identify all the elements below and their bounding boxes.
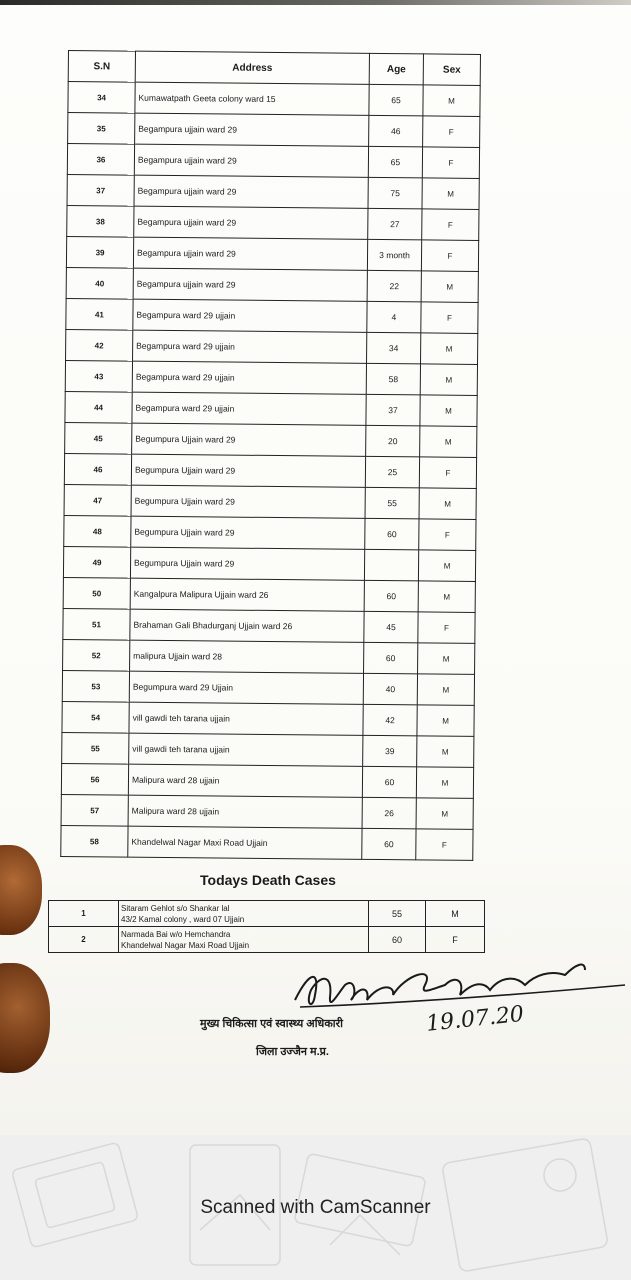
row-sn: 36: [67, 144, 134, 176]
table-row: [65, 391, 477, 426]
row-address: Begampura ward 29 ujjain: [132, 361, 366, 394]
table-row: [64, 453, 476, 488]
row-address: Kangalpura Malipura Ujjain ward 26: [130, 578, 364, 611]
table-row: [62, 732, 474, 767]
row-sn: 42: [66, 329, 133, 361]
row-sn: 34: [68, 82, 135, 114]
table-row: [61, 794, 473, 829]
row-sex: F: [419, 457, 476, 489]
row-age: 34: [367, 332, 421, 364]
row-address: Begumpura Ujjain ward 29: [131, 454, 365, 487]
row-address: Begampura ujjain ward 29: [134, 206, 368, 239]
row-sn: 41: [66, 298, 133, 330]
table-row: [63, 608, 475, 643]
row-age: 75: [368, 177, 422, 209]
row-sn: 56: [61, 763, 128, 795]
row-address: Begumpura Ujjain ward 29: [130, 547, 364, 580]
row-sn: 46: [64, 453, 131, 485]
death-row-sex: M: [426, 901, 485, 927]
officer-designation: मुख्य चिकित्सा एवं स्वास्थ्य अधिकारी: [200, 1018, 343, 1030]
death-table-body: [49, 901, 485, 953]
row-sn: 35: [68, 113, 135, 145]
table-row: [68, 82, 480, 117]
finger-shadow-upper: [0, 845, 42, 935]
row-age: 60: [364, 642, 418, 674]
row-sn: 49: [63, 546, 130, 578]
row-address: Begampura ujjain ward 29: [135, 113, 369, 146]
death-row-line2: Khandelwal Nagar Maxi Road Ujjain: [121, 940, 250, 950]
row-age: 45: [364, 611, 418, 643]
row-age: 40: [363, 673, 417, 705]
death-cases-table: [48, 900, 485, 953]
header-age: Age: [369, 53, 423, 85]
row-sn: 57: [61, 794, 128, 826]
cases-table: [60, 50, 481, 861]
row-sn: 47: [64, 484, 131, 516]
officer-district: जिला उज्जैन म.प्र.: [256, 1046, 329, 1058]
row-age: 26: [362, 797, 416, 829]
camscanner-footer: [0, 1135, 631, 1280]
row-sex: M: [421, 271, 478, 303]
row-sn: 48: [64, 515, 131, 547]
death-row-sn: 2: [49, 927, 119, 953]
row-sex: M: [422, 178, 479, 210]
row-sex: F: [422, 209, 479, 241]
death-row-sn: 1: [49, 901, 119, 927]
row-sn: 50: [63, 577, 130, 609]
row-sex: F: [421, 240, 478, 272]
row-age: [364, 549, 418, 581]
row-age: 3 month: [367, 239, 421, 271]
row-address: Begampura ward 29 ujjain: [132, 392, 366, 425]
row-age: 25: [365, 456, 419, 488]
row-address: Brahaman Gali Bhadurganj Ujjain ward 26: [130, 609, 364, 642]
row-age: 4: [367, 301, 421, 333]
table-header-row: [68, 51, 480, 86]
row-address: Khandelwal Nagar Maxi Road Ujjain: [128, 826, 362, 859]
table-row: [62, 701, 474, 736]
row-address: Malipura ward 28 ujjain: [128, 795, 362, 828]
handwritten-date: 19.07.20: [425, 1001, 526, 1037]
table-row: [63, 577, 475, 612]
row-sn: 54: [62, 701, 129, 733]
row-age: 37: [366, 394, 420, 426]
row-sex: M: [420, 364, 477, 396]
row-sex: M: [420, 395, 477, 427]
table-row: [63, 546, 475, 581]
death-row-sex: F: [426, 927, 485, 953]
table-row: [63, 639, 475, 674]
table-row: [65, 360, 477, 395]
row-sn: 53: [62, 670, 129, 702]
row-sex: M: [419, 488, 476, 520]
row-sn: 39: [66, 236, 133, 268]
row-sex: F: [419, 519, 476, 551]
table-row: [65, 422, 477, 457]
row-sn: 52: [63, 639, 130, 671]
death-row-age: 60: [369, 927, 426, 953]
row-age: 46: [369, 115, 423, 147]
row-address: Begumpura Ujjain ward 29: [131, 485, 365, 518]
row-sex: M: [417, 674, 474, 706]
row-sex: F: [421, 302, 478, 334]
death-row: [49, 901, 485, 927]
row-sn: 40: [66, 267, 133, 299]
row-address: vill gawdi teh tarana ujjain: [129, 733, 363, 766]
death-row-details: [119, 901, 369, 927]
header-address: Address: [135, 51, 369, 84]
row-age: 55: [365, 487, 419, 519]
row-address: vill gawdi teh tarana ujjain: [129, 702, 363, 735]
row-address: Begumpura Ujjain ward 29: [131, 516, 365, 549]
table-row: [67, 174, 479, 209]
row-address: Begumpura Ujjain ward 29: [132, 423, 366, 456]
finger-shadow-lower: [0, 963, 50, 1073]
row-sex: F: [422, 147, 479, 179]
death-cases-title: Todays Death Cases: [200, 872, 336, 888]
row-sex: M: [418, 643, 475, 675]
row-address: Begumpura ward 29 Ujjain: [129, 671, 363, 704]
table-row: [66, 329, 478, 364]
row-age: 58: [366, 363, 420, 395]
row-address: malipura Ujjain ward 28: [130, 640, 364, 673]
row-address: Begampura ward 29 ujjain: [133, 330, 367, 363]
row-age: 39: [363, 735, 417, 767]
row-age: 27: [368, 208, 422, 240]
row-address: Malipura ward 28 ujjain: [128, 764, 362, 797]
table-row: [68, 113, 480, 148]
row-sex: M: [417, 736, 474, 768]
row-age: 20: [366, 425, 420, 457]
row-sn: 58: [61, 825, 128, 857]
death-row-line1: Sitaram Gehlot s/o Shankar lal: [121, 903, 230, 913]
row-age: 65: [369, 84, 423, 116]
death-row: [49, 927, 485, 953]
table-row: [66, 267, 478, 302]
table-row: [64, 515, 476, 550]
row-sex: M: [416, 798, 473, 830]
row-address: Begampura ujjain ward 29: [133, 268, 367, 301]
table-row: [67, 144, 479, 179]
row-address: Begampura ujjain ward 29: [134, 175, 368, 208]
row-age: 22: [367, 270, 421, 302]
row-sn: 43: [65, 360, 132, 392]
camscanner-text: Scanned with CamScanner: [200, 1197, 431, 1218]
row-sex: M: [421, 333, 478, 365]
table-row: [67, 205, 479, 240]
table-row: [61, 763, 473, 798]
row-age: 60: [362, 828, 416, 860]
row-sn: 44: [65, 391, 132, 423]
row-sex: M: [418, 581, 475, 613]
death-row-details: [119, 927, 369, 953]
row-sn: 38: [67, 205, 134, 237]
row-sex: M: [423, 85, 480, 117]
row-sn: 51: [63, 608, 130, 640]
row-sex: M: [416, 767, 473, 799]
row-sn: 37: [67, 174, 134, 206]
row-address: Begampura ward 29 ujjain: [133, 299, 367, 332]
table-row: [66, 298, 478, 333]
row-sex: F: [423, 116, 480, 148]
death-row-line1: Narmada Bai w/o Hemchandra: [121, 929, 231, 939]
death-row-line2: 43/2 Kamal colony , ward 07 Ujjain: [121, 914, 245, 924]
table-row: [61, 825, 473, 860]
row-address: Begampura ujjain ward 29: [134, 144, 368, 177]
table-row: [66, 236, 478, 271]
row-age: 60: [364, 580, 418, 612]
row-sn: 45: [65, 422, 132, 454]
row-age: 60: [365, 518, 419, 550]
row-age: 65: [368, 146, 422, 178]
table-body: [61, 82, 480, 861]
row-age: 42: [363, 704, 417, 736]
table-row: [62, 670, 474, 705]
row-age: 60: [362, 766, 416, 798]
death-row-age: 55: [369, 901, 426, 927]
row-sex: M: [417, 705, 474, 737]
row-address: Begampura ujjain ward 29: [133, 237, 367, 270]
table-row: [64, 484, 476, 519]
row-sex: M: [420, 426, 477, 458]
row-sex: F: [416, 829, 473, 861]
row-address: Kumawatpath Geeta colony ward 15: [135, 82, 369, 115]
header-sn: S.N: [68, 51, 135, 83]
header-sex: Sex: [423, 54, 480, 86]
row-sex: F: [418, 612, 475, 644]
row-sn: 55: [62, 732, 129, 764]
row-sex: M: [418, 550, 475, 582]
